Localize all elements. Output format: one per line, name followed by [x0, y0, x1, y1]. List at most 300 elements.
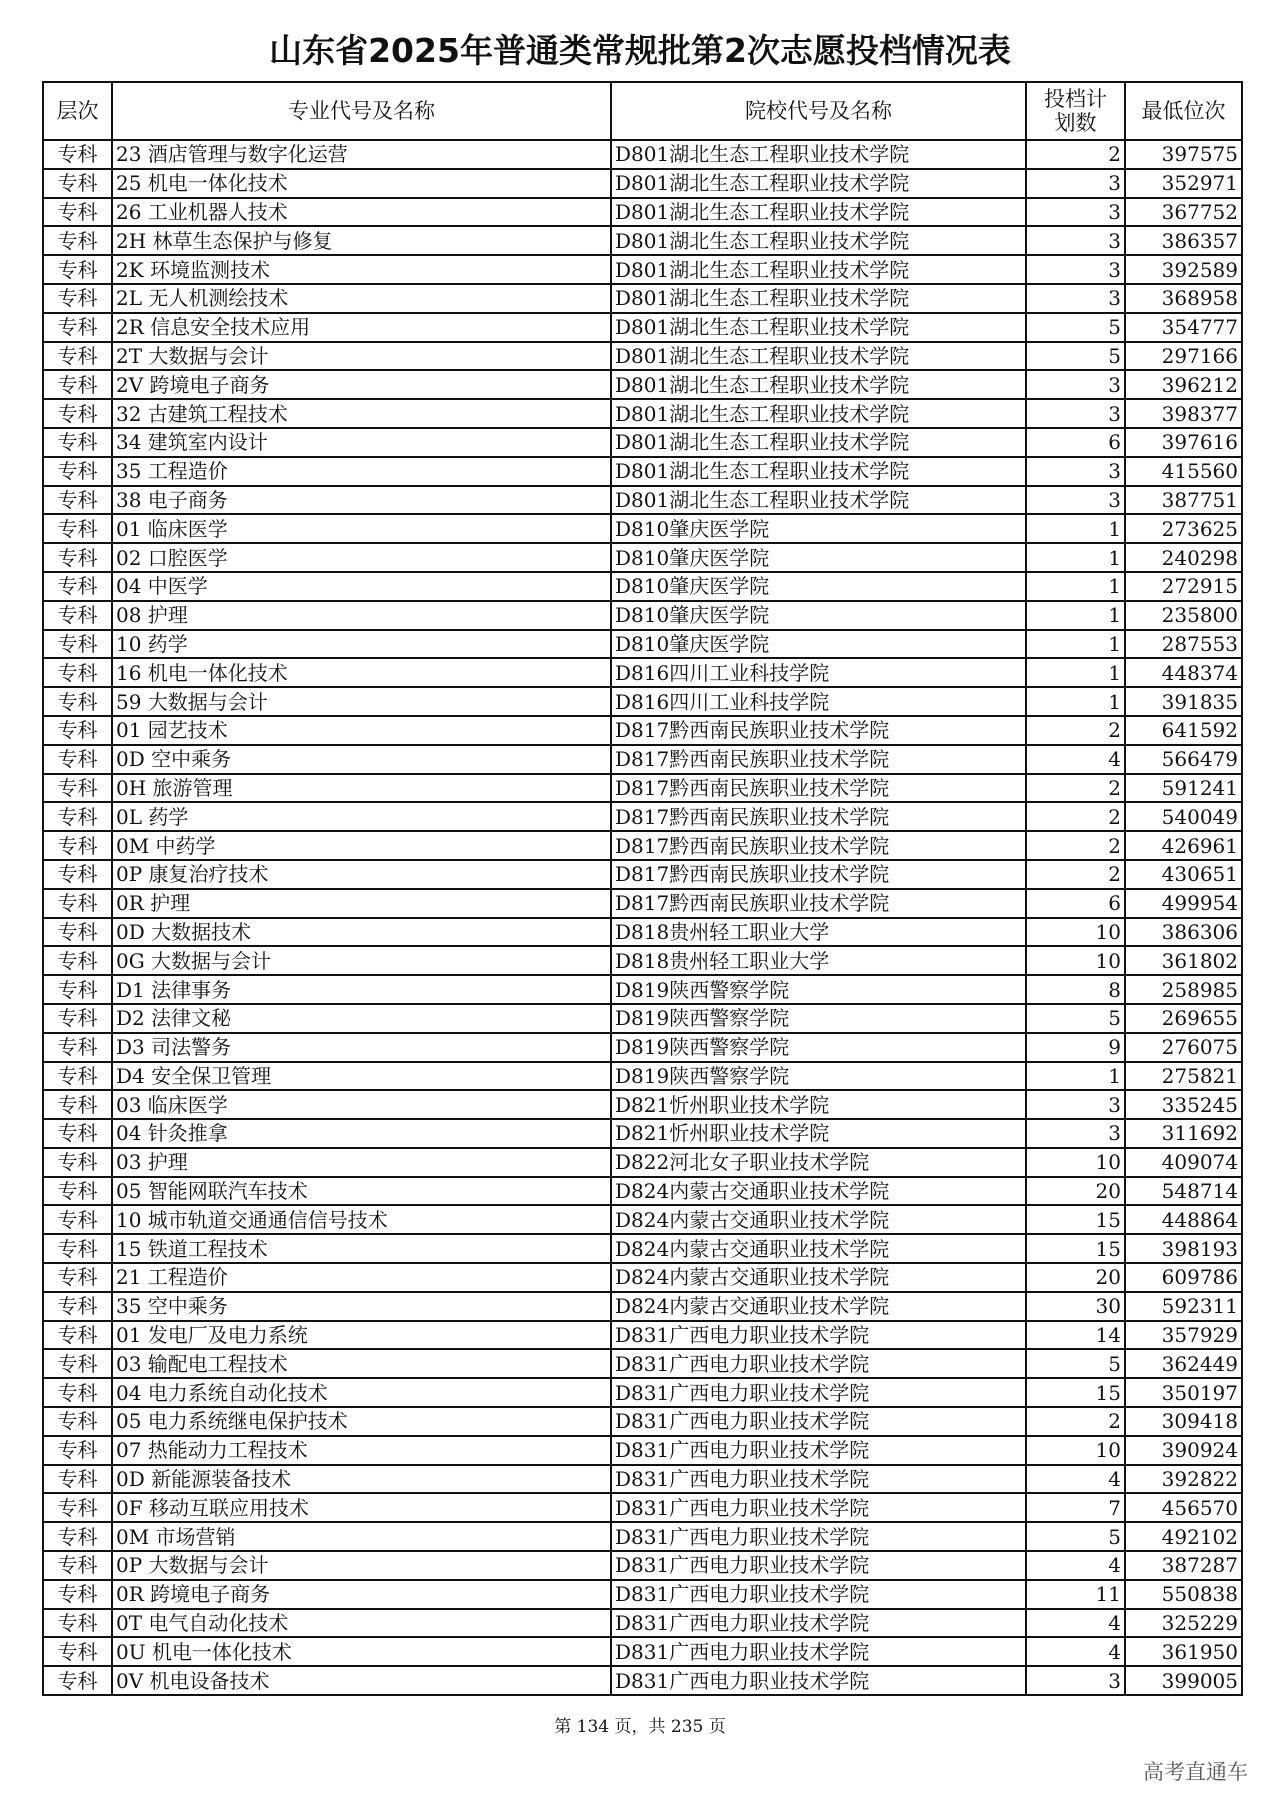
- cell-level: 专科: [43, 1090, 112, 1119]
- table-row: [43, 1609, 1242, 1638]
- cell-level: 专科: [43, 1263, 112, 1292]
- cell-plan: 10: [1026, 1436, 1125, 1465]
- cell-major: D2 法律文秘: [112, 1004, 611, 1033]
- cell-level: 专科: [43, 140, 112, 169]
- table-row: [43, 831, 1242, 860]
- cell-plan: 4: [1026, 1609, 1125, 1638]
- cell-school: D817黔西南民族职业技术学院: [611, 745, 1026, 774]
- cell-major: 02 口腔医学: [112, 543, 611, 572]
- cell-min-rank: 240298: [1125, 543, 1242, 572]
- cell-school: D801湖北生态工程职业技术学院: [611, 313, 1026, 342]
- cell-major: 03 输配电工程技术: [112, 1349, 611, 1378]
- cell-plan: 2: [1026, 140, 1125, 169]
- cell-level: 专科: [43, 716, 112, 745]
- cell-major: 16 机电一体化技术: [112, 658, 611, 687]
- cell-plan: 3: [1026, 486, 1125, 515]
- cell-level: 专科: [43, 1436, 112, 1465]
- cell-level: 专科: [43, 860, 112, 889]
- cell-plan: 5: [1026, 1004, 1125, 1033]
- table-row: [43, 572, 1242, 601]
- cell-school: D831广西电力职业技术学院: [611, 1522, 1026, 1551]
- cell-school: D831广西电力职业技术学院: [611, 1580, 1026, 1609]
- cell-min-rank: 276075: [1125, 1033, 1242, 1062]
- cell-school: D824内蒙古交通职业技术学院: [611, 1234, 1026, 1263]
- table-row: [43, 1090, 1242, 1119]
- cell-level: 专科: [43, 169, 112, 198]
- cell-level: 专科: [43, 198, 112, 227]
- cell-level: 专科: [43, 399, 112, 428]
- cell-school: D801湖北生态工程职业技术学院: [611, 140, 1026, 169]
- cell-plan: 6: [1026, 428, 1125, 457]
- cell-school: D821忻州职业技术学院: [611, 1090, 1026, 1119]
- cell-plan: 10: [1026, 946, 1125, 975]
- cell-min-rank: 448864: [1125, 1205, 1242, 1234]
- cell-level: 专科: [43, 1033, 112, 1062]
- cell-min-rank: 361802: [1125, 946, 1242, 975]
- table-row: [43, 1465, 1242, 1494]
- cell-min-rank: 492102: [1125, 1522, 1242, 1551]
- cell-min-rank: 297166: [1125, 342, 1242, 371]
- cell-major: 0G 大数据与会计: [112, 946, 611, 975]
- cell-level: 专科: [43, 1234, 112, 1263]
- cell-min-rank: 548714: [1125, 1177, 1242, 1206]
- table-row: [43, 1205, 1242, 1234]
- cell-min-rank: 273625: [1125, 514, 1242, 543]
- cell-min-rank: 409074: [1125, 1148, 1242, 1177]
- cell-min-rank: 426961: [1125, 831, 1242, 860]
- cell-school: D819陕西警察学院: [611, 1033, 1026, 1062]
- table-row: [43, 802, 1242, 831]
- cell-school: D831广西电力职业技术学院: [611, 1407, 1026, 1436]
- cell-major: D4 安全保卫管理: [112, 1062, 611, 1091]
- table-row: [43, 1522, 1242, 1551]
- cell-plan: 20: [1026, 1177, 1125, 1206]
- cell-min-rank: 386306: [1125, 918, 1242, 947]
- cell-major: 0V 机电设备技术: [112, 1666, 611, 1695]
- cell-major: 2H 林草生态保护与修复: [112, 226, 611, 255]
- cell-major: 0U 机电一体化技术: [112, 1637, 611, 1666]
- table-row: [43, 745, 1242, 774]
- cell-min-rank: 399005: [1125, 1666, 1242, 1695]
- cell-min-rank: 415560: [1125, 457, 1242, 486]
- header-plan: [1026, 82, 1125, 140]
- watermark: 高考直通车: [1143, 1760, 1248, 1784]
- table-row: [43, 169, 1242, 198]
- cell-major: 0M 中药学: [112, 831, 611, 860]
- cell-school: D801湖北生态工程职业技术学院: [611, 169, 1026, 198]
- cell-level: 专科: [43, 918, 112, 947]
- cell-plan: 3: [1026, 198, 1125, 227]
- cell-school: D810肇庆医学院: [611, 601, 1026, 630]
- cell-min-rank: 592311: [1125, 1292, 1242, 1321]
- cell-major: 0T 电气自动化技术: [112, 1609, 611, 1638]
- table-row: [43, 1234, 1242, 1263]
- cell-level: 专科: [43, 687, 112, 716]
- cell-plan: 4: [1026, 1465, 1125, 1494]
- table-row: [43, 946, 1242, 975]
- table-row: [43, 342, 1242, 371]
- cell-school: D810肇庆医学院: [611, 630, 1026, 659]
- table-row: [43, 889, 1242, 918]
- cell-major: 10 药学: [112, 630, 611, 659]
- cell-level: 专科: [43, 1148, 112, 1177]
- admission-table: [42, 81, 1243, 1696]
- cell-plan: 1: [1026, 658, 1125, 687]
- cell-school: D801湖北生态工程职业技术学院: [611, 370, 1026, 399]
- table-row: [43, 198, 1242, 227]
- header-plan-line1: 投档计: [1044, 87, 1107, 111]
- table-row: [43, 1407, 1242, 1436]
- cell-plan: 5: [1026, 342, 1125, 371]
- table-row: [43, 860, 1242, 889]
- cell-plan: 3: [1026, 1119, 1125, 1148]
- cell-major: 59 大数据与会计: [112, 687, 611, 716]
- cell-major: 04 电力系统自动化技术: [112, 1378, 611, 1407]
- cell-min-rank: 357929: [1125, 1321, 1242, 1350]
- cell-major: D1 法律事务: [112, 975, 611, 1004]
- cell-min-rank: 352971: [1125, 169, 1242, 198]
- cell-level: 专科: [43, 572, 112, 601]
- page-title: 山东省2025年普通类常规批第2次志愿投档情况表: [269, 31, 1011, 70]
- cell-min-rank: 390924: [1125, 1436, 1242, 1465]
- table-row: [43, 514, 1242, 543]
- table-row: [43, 226, 1242, 255]
- cell-level: 专科: [43, 486, 112, 515]
- cell-plan: 3: [1026, 255, 1125, 284]
- cell-plan: 5: [1026, 1349, 1125, 1378]
- cell-major: 0D 大数据技术: [112, 918, 611, 947]
- cell-min-rank: 350197: [1125, 1378, 1242, 1407]
- cell-school: D801湖北生态工程职业技术学院: [611, 486, 1026, 515]
- table-row: [43, 1666, 1242, 1695]
- table-row: [43, 918, 1242, 947]
- cell-school: D831广西电力职业技术学院: [611, 1436, 1026, 1465]
- cell-plan: 3: [1026, 284, 1125, 313]
- cell-school: D817黔西南民族职业技术学院: [611, 860, 1026, 889]
- cell-major: 34 建筑室内设计: [112, 428, 611, 457]
- cell-min-rank: 387751: [1125, 486, 1242, 515]
- cell-min-rank: 397575: [1125, 140, 1242, 169]
- cell-plan: 5: [1026, 313, 1125, 342]
- cell-level: 专科: [43, 658, 112, 687]
- cell-plan: 4: [1026, 745, 1125, 774]
- cell-plan: 1: [1026, 1062, 1125, 1091]
- cell-plan: 3: [1026, 1090, 1125, 1119]
- cell-school: D819陕西警察学院: [611, 1062, 1026, 1091]
- table-row: [43, 1637, 1242, 1666]
- cell-major: 25 机电一体化技术: [112, 169, 611, 198]
- header-level: 层次: [43, 82, 112, 140]
- cell-plan: 3: [1026, 1666, 1125, 1695]
- cell-min-rank: 272915: [1125, 572, 1242, 601]
- table-row: [43, 313, 1242, 342]
- table-row: [43, 255, 1242, 284]
- cell-plan: 7: [1026, 1493, 1125, 1522]
- cell-min-rank: 275821: [1125, 1062, 1242, 1091]
- cell-min-rank: 335245: [1125, 1090, 1242, 1119]
- cell-min-rank: 550838: [1125, 1580, 1242, 1609]
- cell-major: 0H 旅游管理: [112, 774, 611, 803]
- table-row: [43, 716, 1242, 745]
- cell-level: 专科: [43, 745, 112, 774]
- cell-major: 2K 环境监测技术: [112, 255, 611, 284]
- cell-major: 35 空中乘务: [112, 1292, 611, 1321]
- cell-level: 专科: [43, 1637, 112, 1666]
- cell-min-rank: 354777: [1125, 313, 1242, 342]
- cell-plan: 3: [1026, 457, 1125, 486]
- cell-plan: 14: [1026, 1321, 1125, 1350]
- cell-school: D817黔西南民族职业技术学院: [611, 889, 1026, 918]
- cell-level: 专科: [43, 457, 112, 486]
- cell-school: D831广西电力职业技术学院: [611, 1666, 1026, 1695]
- cell-plan: 1: [1026, 572, 1125, 601]
- cell-level: 专科: [43, 1205, 112, 1234]
- cell-school: D831广西电力职业技术学院: [611, 1349, 1026, 1378]
- cell-min-rank: 609786: [1125, 1263, 1242, 1292]
- table-row: [43, 658, 1242, 687]
- cell-plan: 11: [1026, 1580, 1125, 1609]
- cell-level: 专科: [43, 1407, 112, 1436]
- cell-min-rank: 362449: [1125, 1349, 1242, 1378]
- cell-school: D818贵州轻工职业大学: [611, 918, 1026, 947]
- cell-level: 专科: [43, 226, 112, 255]
- cell-plan: 15: [1026, 1378, 1125, 1407]
- cell-major: 07 热能动力工程技术: [112, 1436, 611, 1465]
- cell-school: D810肇庆医学院: [611, 514, 1026, 543]
- cell-major: 32 古建筑工程技术: [112, 399, 611, 428]
- cell-min-rank: 367752: [1125, 198, 1242, 227]
- cell-school: D819陕西警察学院: [611, 975, 1026, 1004]
- cell-min-rank: 361950: [1125, 1637, 1242, 1666]
- cell-major: 2L 无人机测绘技术: [112, 284, 611, 313]
- cell-school: D801湖北生态工程职业技术学院: [611, 255, 1026, 284]
- cell-min-rank: 456570: [1125, 1493, 1242, 1522]
- table-row: [43, 1004, 1242, 1033]
- cell-school: D824内蒙古交通职业技术学院: [611, 1263, 1026, 1292]
- cell-level: 专科: [43, 514, 112, 543]
- cell-major: 0R 跨境电子商务: [112, 1580, 611, 1609]
- cell-major: 01 发电厂及电力系统: [112, 1321, 611, 1350]
- cell-min-rank: 499954: [1125, 889, 1242, 918]
- cell-min-rank: 387287: [1125, 1551, 1242, 1580]
- cell-major: 23 酒店管理与数字化运营: [112, 140, 611, 169]
- cell-school: D801湖北生态工程职业技术学院: [611, 284, 1026, 313]
- table-row: [43, 687, 1242, 716]
- cell-school: D824内蒙古交通职业技术学院: [611, 1292, 1026, 1321]
- cell-school: D831广西电力职业技术学院: [611, 1637, 1026, 1666]
- page-number: 第 134 页，共 235 页: [554, 1717, 726, 1737]
- cell-min-rank: 397616: [1125, 428, 1242, 457]
- cell-major: 08 护理: [112, 601, 611, 630]
- cell-major: 03 护理: [112, 1148, 611, 1177]
- cell-school: D831广西电力职业技术学院: [611, 1493, 1026, 1522]
- cell-school: D801湖北生态工程职业技术学院: [611, 399, 1026, 428]
- cell-level: 专科: [43, 313, 112, 342]
- cell-level: 专科: [43, 831, 112, 860]
- cell-min-rank: 392822: [1125, 1465, 1242, 1494]
- cell-major: 04 中医学: [112, 572, 611, 601]
- cell-major: 10 城市轨道交通通信信号技术: [112, 1205, 611, 1234]
- cell-plan: 1: [1026, 543, 1125, 572]
- cell-level: 专科: [43, 601, 112, 630]
- cell-plan: 4: [1026, 1551, 1125, 1580]
- table-row: [43, 1263, 1242, 1292]
- cell-min-rank: 391835: [1125, 687, 1242, 716]
- cell-plan: 5: [1026, 1522, 1125, 1551]
- cell-level: 专科: [43, 1666, 112, 1695]
- table-row: [43, 370, 1242, 399]
- table-row: [43, 1148, 1242, 1177]
- cell-level: 专科: [43, 1177, 112, 1206]
- cell-major: 38 电子商务: [112, 486, 611, 515]
- header-plan-line2: 划数: [1054, 111, 1097, 135]
- cell-level: 专科: [43, 1321, 112, 1350]
- cell-school: D818贵州轻工职业大学: [611, 946, 1026, 975]
- cell-major: 21 工程造价: [112, 1263, 611, 1292]
- table-row: [43, 975, 1242, 1004]
- cell-plan: 2: [1026, 1407, 1125, 1436]
- cell-min-rank: 591241: [1125, 774, 1242, 803]
- cell-major: 0D 空中乘务: [112, 745, 611, 774]
- cell-major: 26 工业机器人技术: [112, 198, 611, 227]
- cell-min-rank: 269655: [1125, 1004, 1242, 1033]
- cell-school: D810肇庆医学院: [611, 572, 1026, 601]
- cell-school: D824内蒙古交通职业技术学院: [611, 1177, 1026, 1206]
- table-row: [43, 1349, 1242, 1378]
- cell-min-rank: 309418: [1125, 1407, 1242, 1436]
- cell-plan: 10: [1026, 1148, 1125, 1177]
- cell-school: D817黔西南民族职业技术学院: [611, 831, 1026, 860]
- cell-major: 01 园艺技术: [112, 716, 611, 745]
- header-major: 专业代号及名称: [112, 82, 611, 140]
- cell-school: D801湖北生态工程职业技术学院: [611, 457, 1026, 486]
- cell-plan: 15: [1026, 1205, 1125, 1234]
- cell-plan: 10: [1026, 918, 1125, 947]
- table-row: [43, 1177, 1242, 1206]
- table-row: [43, 774, 1242, 803]
- cell-school: D817黔西南民族职业技术学院: [611, 716, 1026, 745]
- cell-school: D822河北女子职业技术学院: [611, 1148, 1026, 1177]
- cell-min-rank: 386357: [1125, 226, 1242, 255]
- cell-major: 0L 药学: [112, 802, 611, 831]
- cell-level: 专科: [43, 428, 112, 457]
- cell-level: 专科: [43, 1062, 112, 1091]
- cell-major: 04 针灸推拿: [112, 1119, 611, 1148]
- cell-school: D801湖北生态工程职业技术学院: [611, 428, 1026, 457]
- cell-school: D831广西电力职业技术学院: [611, 1465, 1026, 1494]
- cell-min-rank: 540049: [1125, 802, 1242, 831]
- cell-major: 2R 信息安全技术应用: [112, 313, 611, 342]
- cell-min-rank: 258985: [1125, 975, 1242, 1004]
- cell-plan: 8: [1026, 975, 1125, 1004]
- cell-school: D817黔西南民族职业技术学院: [611, 774, 1026, 803]
- cell-plan: 3: [1026, 370, 1125, 399]
- cell-plan: 1: [1026, 601, 1125, 630]
- cell-level: 专科: [43, 342, 112, 371]
- cell-level: 专科: [43, 284, 112, 313]
- cell-school: D831广西电力职业技术学院: [611, 1378, 1026, 1407]
- cell-plan: 20: [1026, 1263, 1125, 1292]
- cell-min-rank: 641592: [1125, 716, 1242, 745]
- table-row: [43, 1551, 1242, 1580]
- cell-school: D810肇庆医学院: [611, 543, 1026, 572]
- cell-plan: 1: [1026, 514, 1125, 543]
- table-body: [43, 140, 1242, 1695]
- table-header-row: [43, 82, 1242, 140]
- cell-min-rank: 566479: [1125, 745, 1242, 774]
- cell-school: D831广西电力职业技术学院: [611, 1551, 1026, 1580]
- cell-major: 15 铁道工程技术: [112, 1234, 611, 1263]
- table-row: [43, 1119, 1242, 1148]
- table-row: [43, 1580, 1242, 1609]
- cell-school: D817黔西南民族职业技术学院: [611, 802, 1026, 831]
- cell-min-rank: 396212: [1125, 370, 1242, 399]
- cell-level: 专科: [43, 1493, 112, 1522]
- cell-school: D821忻州职业技术学院: [611, 1119, 1026, 1148]
- cell-min-rank: 235800: [1125, 601, 1242, 630]
- cell-min-rank: 325229: [1125, 1609, 1242, 1638]
- cell-major: D3 司法警务: [112, 1033, 611, 1062]
- table-row: [43, 399, 1242, 428]
- cell-level: 专科: [43, 1465, 112, 1494]
- cell-major: 01 临床医学: [112, 514, 611, 543]
- table-row: [43, 543, 1242, 572]
- cell-school: D824内蒙古交通职业技术学院: [611, 1205, 1026, 1234]
- cell-major: 2T 大数据与会计: [112, 342, 611, 371]
- cell-level: 专科: [43, 630, 112, 659]
- cell-min-rank: 398193: [1125, 1234, 1242, 1263]
- cell-plan: 1: [1026, 687, 1125, 716]
- cell-plan: 1: [1026, 630, 1125, 659]
- cell-min-rank: 311692: [1125, 1119, 1242, 1148]
- cell-min-rank: 368958: [1125, 284, 1242, 313]
- cell-level: 专科: [43, 1292, 112, 1321]
- cell-school: D801湖北生态工程职业技术学院: [611, 226, 1026, 255]
- cell-level: 专科: [43, 1580, 112, 1609]
- cell-level: 专科: [43, 975, 112, 1004]
- cell-level: 专科: [43, 543, 112, 572]
- cell-major: 05 电力系统继电保护技术: [112, 1407, 611, 1436]
- cell-plan: 6: [1026, 889, 1125, 918]
- table-row: [43, 284, 1242, 313]
- cell-level: 专科: [43, 774, 112, 803]
- cell-min-rank: 448374: [1125, 658, 1242, 687]
- cell-plan: 3: [1026, 169, 1125, 198]
- cell-school: D801湖北生态工程职业技术学院: [611, 198, 1026, 227]
- cell-school: D831广西电力职业技术学院: [611, 1609, 1026, 1638]
- cell-level: 专科: [43, 802, 112, 831]
- table-row: [43, 140, 1242, 169]
- table-row: [43, 457, 1242, 486]
- cell-level: 专科: [43, 1522, 112, 1551]
- cell-plan: 3: [1026, 399, 1125, 428]
- cell-level: 专科: [43, 1349, 112, 1378]
- cell-major: 0P 康复治疗技术: [112, 860, 611, 889]
- table-row: [43, 1033, 1242, 1062]
- cell-level: 专科: [43, 255, 112, 284]
- cell-plan: 2: [1026, 860, 1125, 889]
- table-row: [43, 1062, 1242, 1091]
- cell-plan: 2: [1026, 802, 1125, 831]
- table-row: [43, 1292, 1242, 1321]
- cell-major: 03 临床医学: [112, 1090, 611, 1119]
- table-row: [43, 1378, 1242, 1407]
- cell-major: 0P 大数据与会计: [112, 1551, 611, 1580]
- cell-min-rank: 392589: [1125, 255, 1242, 284]
- cell-plan: 30: [1026, 1292, 1125, 1321]
- cell-major: 0F 移动互联应用技术: [112, 1493, 611, 1522]
- cell-major: 0M 市场营销: [112, 1522, 611, 1551]
